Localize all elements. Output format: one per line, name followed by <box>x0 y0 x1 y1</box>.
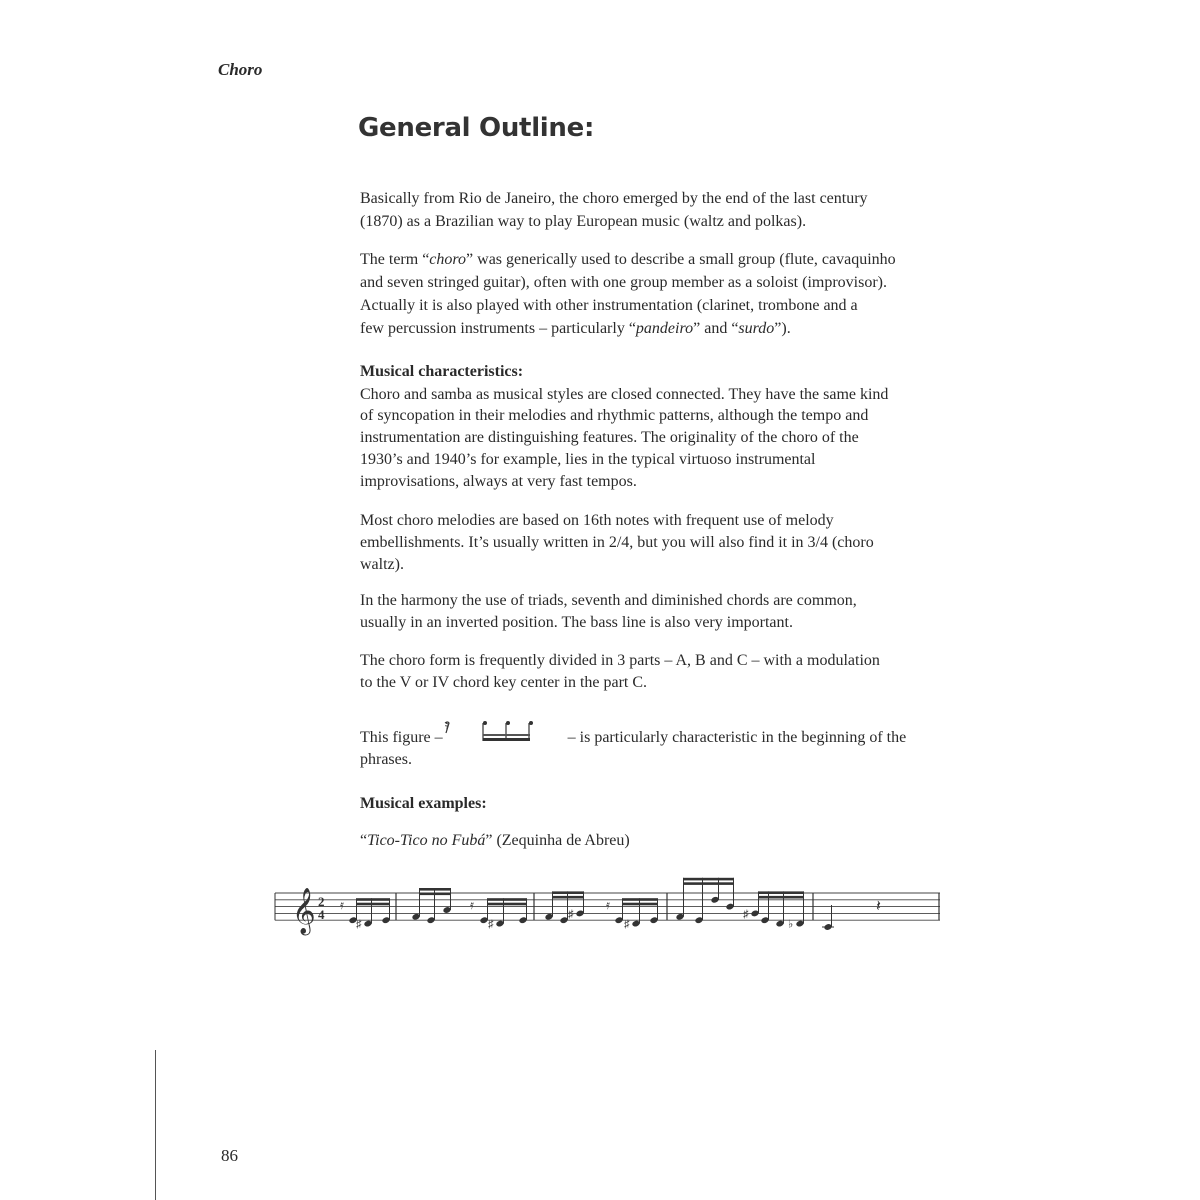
text: The term “ <box>360 251 430 268</box>
paragraph-line: embellishments. It’s usually written in 2/4, but you will also find it in 3/4 (choro <box>360 534 874 551</box>
paragraph-line: In the harmony the use of triads, seventh and diminished chords are common, <box>360 592 857 609</box>
beam <box>684 882 734 885</box>
paragraph-line: and seven stringed guitar), often with one group member as a soloist (improvisor). <box>360 274 887 291</box>
italic-term: pandeiro <box>635 320 694 337</box>
flat-icon: ♭ <box>788 918 794 931</box>
beam <box>759 896 804 899</box>
example-caption <box>360 831 630 851</box>
treble-clef-icon: 𝄞 <box>292 888 316 934</box>
beam <box>488 903 527 906</box>
song-title: Tico-Tico no Fubá <box>367 832 486 849</box>
text: ” and “ <box>693 320 739 337</box>
paragraph-line: Actually it is also played with other instrumentation (clarinet, trombone and a <box>360 297 858 314</box>
paragraph-line: waltz). <box>360 556 404 573</box>
text: few percussion instruments – particularly “ <box>360 320 636 337</box>
sharp-icon: ♯ <box>743 908 749 921</box>
sixteenth-rest-icon: 𝄿 <box>470 898 474 913</box>
text: This figure – <box>360 729 443 746</box>
sharp-icon: ♯ <box>356 918 362 931</box>
paragraph-line: improvisations, always at very fast tempos. <box>360 473 637 490</box>
sharp-icon: ♯ <box>488 918 494 931</box>
beam <box>357 903 390 906</box>
text: ” (Zequinha de Abreu) <box>485 832 630 849</box>
paragraph-line <box>360 250 896 270</box>
paragraph-line: (1870) as a Brazilian way to play European music (waltz and polkas). <box>360 213 807 230</box>
melody-notes <box>340 878 881 931</box>
beam <box>488 898 527 901</box>
sixteenth-rest-icon: 𝄿 <box>340 898 344 913</box>
paragraph-line <box>360 319 791 339</box>
beam <box>684 878 734 881</box>
beam <box>759 891 804 894</box>
paragraph-line: instrumentation are distinguishing features. The originality of the choro of the <box>360 429 859 446</box>
page-title: General Outline: <box>358 113 595 143</box>
quarter-rest-icon: 𝄽 <box>876 896 881 915</box>
beam <box>420 888 451 891</box>
paragraph-line: Basically from Rio de Janeiro, the choro emerged by the end of the last century <box>360 190 868 207</box>
running-head: Choro <box>218 60 263 79</box>
beam <box>357 898 390 901</box>
beam <box>623 898 658 901</box>
paragraph-line: of syncopation in their melodies and rhythmic patterns, although the tempo and <box>360 407 869 424</box>
text: ”). <box>774 320 791 337</box>
section-heading: Musical examples: <box>360 795 487 812</box>
sixteenth-rest-icon: 𝄿 <box>606 898 610 913</box>
paragraph-line: to the V or IV chord key center in the part C. <box>360 674 648 691</box>
paragraph-line: Most choro melodies are based on 16th notes with frequent use of melody <box>360 512 834 529</box>
italic-term: surdo <box>738 320 775 337</box>
time-signature-top: 2 <box>318 894 325 909</box>
text: – is particularly characteristic in the beginning of the <box>567 729 907 746</box>
page-number: 86 <box>221 1146 238 1165</box>
beam <box>553 896 584 899</box>
beam <box>623 903 658 906</box>
margin-rule <box>155 1050 156 1200</box>
sharp-icon: ♯ <box>624 918 630 931</box>
paragraph-line: phrases. <box>360 751 412 768</box>
section-heading: Musical characteristics: <box>360 363 524 380</box>
paragraph-line: usually in an inverted position. The bass line is also very important. <box>360 614 793 631</box>
italic-term: choro <box>429 251 467 268</box>
paragraph-line: Choro and samba as musical styles are closed connected. They have the same kind <box>360 386 889 403</box>
music-staff <box>270 870 950 940</box>
beam <box>553 891 584 894</box>
time-signature-bottom: 4 <box>318 907 325 922</box>
text: ” was generically used to describe a small group (flute, cavaquinho <box>466 251 896 268</box>
beam <box>420 893 451 896</box>
paragraph-line: 1930’s and 1940’s for example, lies in the typical virtuoso instrumental <box>360 451 816 468</box>
sharp-icon: ♯ <box>568 908 574 921</box>
text: “ <box>360 832 368 849</box>
rhythm-figure-icon <box>441 719 541 749</box>
paragraph-line: The choro form is frequently divided in 3 parts – A, B and C – with a modulation <box>360 652 880 669</box>
svg-text:𝄿: 𝄿 <box>445 719 449 732</box>
